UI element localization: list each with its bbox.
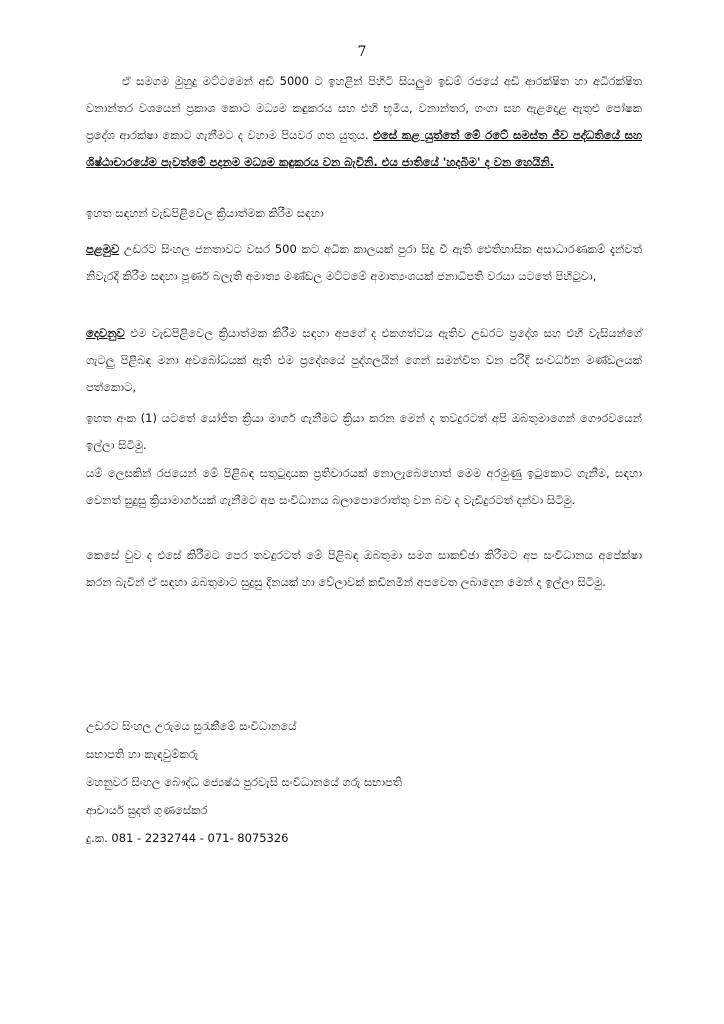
lead-word-first: පළමුව (86, 242, 120, 256)
page-number: 7 (357, 44, 367, 60)
signature-role: සභාපති හා කැඳවුම්කරු (86, 747, 199, 761)
paragraph-second-request (86, 320, 642, 401)
paragraph-text: ඒ සමගම මුහුදු මට්ටමෙන් අඩි 5000 ට ඉහළින් පිහිටි සියලුම ඉඩම් රජයේ අඩි ආරක්ෂිත හා අධිරක්ෂිත වනාන්තර වශයෙන් ප්‍රකාශ කොට මධ්‍යම කඳුකරය සහ එහි භූමිය, වනාන්තර, ගංගා සහ ඇළදොළ ඇතුළු පෝෂක ප්‍රදේශ ආරක්ෂා කොට ගැනීමට ද වහාම පියවර ගත යුතුය. (86, 74, 642, 142)
paragraph-action-request: ඉහත අංක (1) යටතේ යෝජිත ක්‍රියා මාර්ග ගැනීමට ක්‍රියා කරන මෙන් ද තවදුරටත් අපි ඔබතුමාගෙන් ගෞරවයෙන් ඉල්ලා සිටිමු. (86, 411, 642, 452)
signature-organization: උඩරට සිංහල උරුමය සුරැකීමේ සංවිධානයේ (86, 719, 297, 733)
signature-name: ආචාර්ය සුදත් ගුණසේකර (86, 803, 208, 817)
paragraph-protection-measures (86, 68, 642, 176)
signature-second-role: මහනුවර සිංහල බෞද්ධ ජ්‍යෙෂ්ඨ පුරවැසි සංවිධානයේ ගරු සභාපති (86, 775, 403, 789)
lead-word-second: දෙවනුව (86, 326, 125, 340)
paragraph-text: එම වැඩපිළිවෙල ක්‍රියාත්මක කිරීම සඳහා අපගේ ද එකගත්වය ඇතිව උඩරට ප්‍රදේශ සහ එහි වැසියන්ගේ ගැටලු පිළිබඳ මනා අවබෝධයක් ඇති එම ප්‍රදේශයේ පුද්ගලයින් ගෙන් සමන්විත වන පරිදි සංවර්ධන මණ්ඩලයක් පත්කොට, (86, 326, 642, 394)
paragraph-alternative-action: යම් ලෙසකින් රජයෙන් මේ පිළිබඳ සතුටුදායක ප්‍රතිචාරයක් නොලැබෙහොත් මෙම අරමුණු ඉටුකොට ගැනීම, සඳහා වෙනත් සුදුසු ක්‍රියාමාර්ගයක් ගැනීමට අප සංවිධානය බලාපොරොත්තු වන බව ද වැඩිදුරටත් දන්වා සිටිමු. (86, 466, 642, 507)
paragraph-implementation-intro: ඉහත සඳහන් වැඩපිළිවෙල ක්‍රියාත්මක කිරීම සඳහා (86, 206, 324, 220)
paragraph-meeting-request: කෙසේ වුව ද එසේ කිරීමට පෙර තවදුරටත් මේ පිළිබඳ ඔබතුමා සමග සාකච්ඡා කිරීමට අප සංවිධානය අපේක්ෂා කරන බැවින් ඒ සඳහා ඔබතුමාට සුදුසු දිනයක් හා වේලාවක් කඩිනමින් අපවෙත ලබාදෙන මෙන් ද ඉල්ලා සිටිමු. (86, 548, 642, 589)
signature-phone: දු.ක. 081 - 2232744 - 071- 8075326 (86, 831, 289, 845)
emphasis-text: එසේ කළ යුත්තේ මේ රටේ සමස්ත ජීව පද්ධතියේ සහ ශිෂ්ඨාචාරයේම පැවත්මේ පදනම මධ්‍යම කඳුකරය වන බැවිනි. එය ජාතියේ 'හදබිම' ද වන හෙයිනි. (86, 128, 642, 169)
signature-block (86, 712, 642, 852)
paragraph-first-request (86, 236, 642, 290)
paragraph-text: උඩරට සිංහල ජනතාවට වසර 500 කට අධික කාලයක් පුරා සිදු වී ඇති ඓතිහාසික අසාධාරණකම් දැන්වත් නිවැරදි කිරීම සඳහා පූර්ණ බලැති අමාත්‍ය මණ්ඩල මට්ටමේ අමාත්‍යංශයක් ජනාධිපති වරයා යටතේ පිහිටුවා, (86, 242, 642, 283)
